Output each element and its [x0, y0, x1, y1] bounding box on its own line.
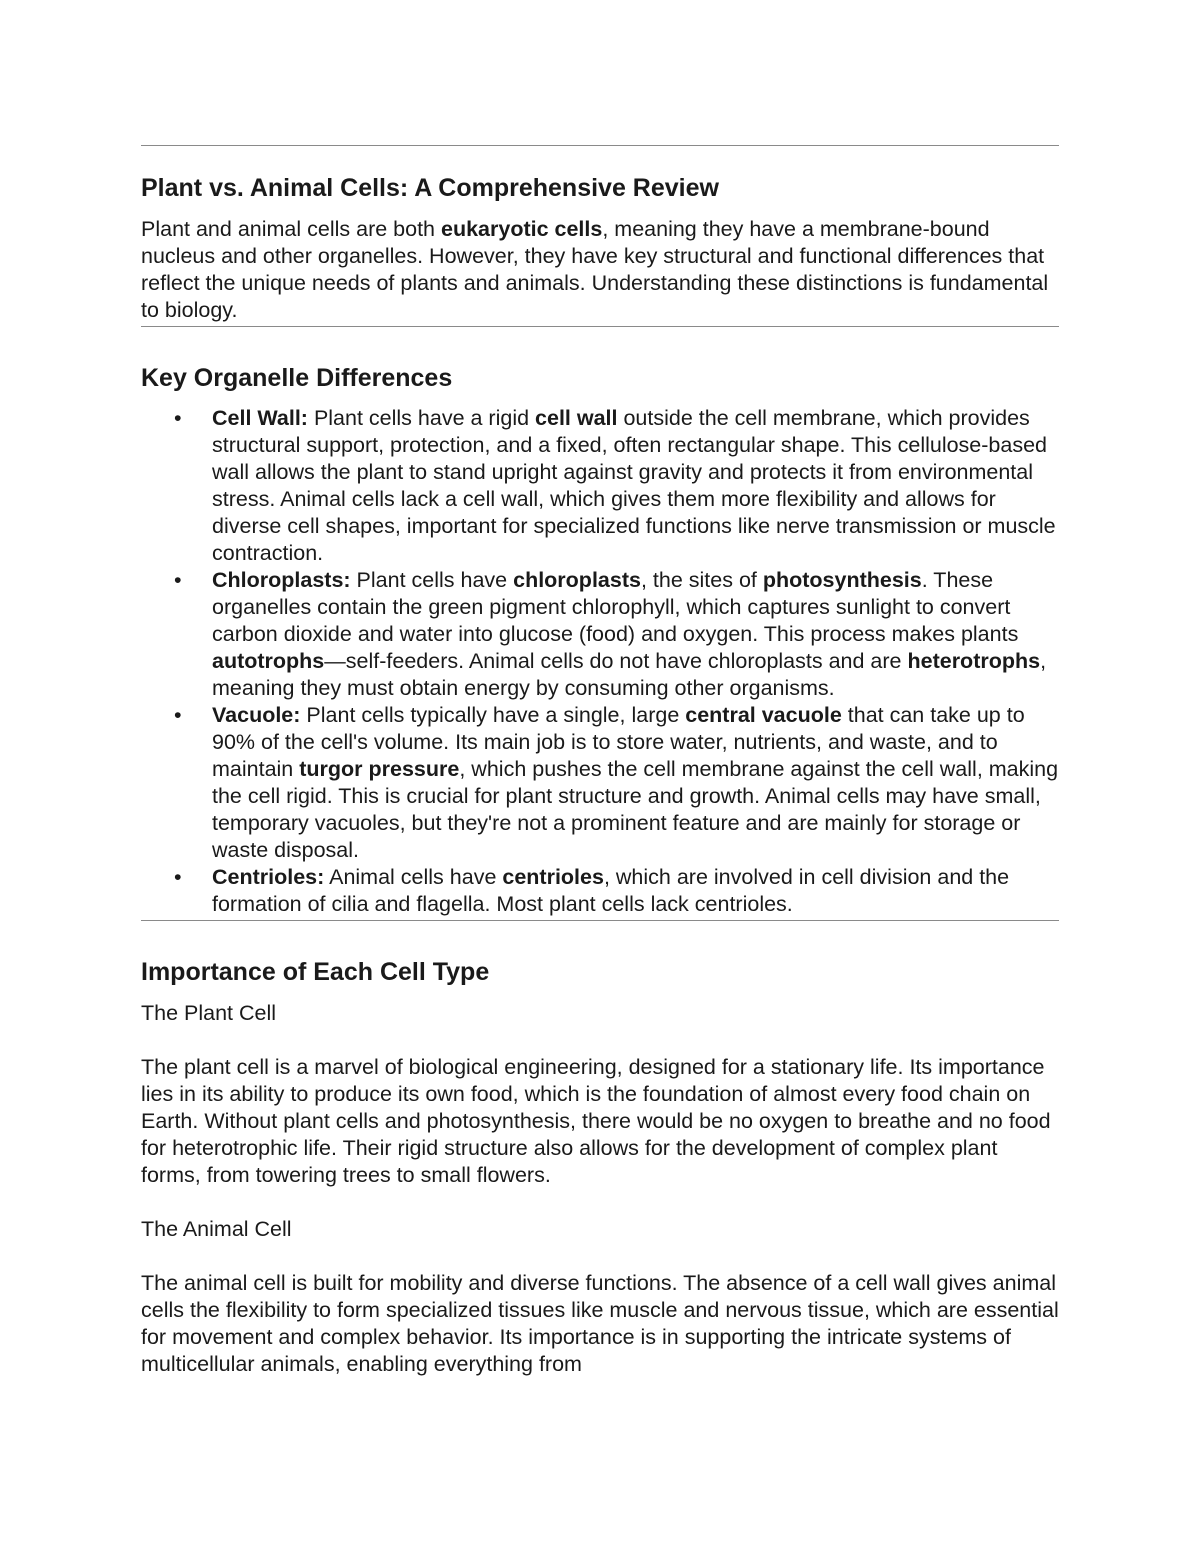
- subheading-plant-cell: The Plant Cell: [141, 1001, 277, 1025]
- label-vacuole: Vacuole:: [212, 703, 301, 727]
- subheading-animal-cell: The Animal Cell: [141, 1217, 292, 1241]
- section-divider-1: [141, 326, 1059, 327]
- list-item-cell-wall: • Cell Wall: Plant cells have a rigid cell wall outside the cell membrane, which provides structural support, protection, and a fixed, often rectangular shape. This cellulose-based wall allows the plant to stand upright against gravity and protects it from environmental stress. Animal cells lack a cell wall, which gives them more flexibility and allows for diverse cell shapes, important for specialized functions like nerve transmission or muscle contraction.: [174, 406, 1056, 565]
- label-centrioles: Centrioles:: [212, 865, 325, 889]
- bullet-icon: •: [174, 703, 182, 727]
- label-chloroplasts: Chloroplasts:: [212, 568, 351, 592]
- paragraph-animal-cell: The animal cell is built for mobility and diverse functions. The absence of a cell wall gives animal cells the flexibility to form specialized tissues like muscle and nervous tissue, which are essential for movement and complex behavior. Its importance is in supporting the intricate systems of multicellular animals, enabling everything from: [141, 1271, 1059, 1376]
- document-title: Plant vs. Animal Cells: A Comprehensive Review: [141, 174, 719, 202]
- top-divider: [141, 145, 1059, 146]
- label-cell-wall: Cell Wall:: [212, 406, 308, 430]
- differences-list: [141, 405, 1059, 918]
- bullet-icon: •: [174, 865, 182, 889]
- bullet-icon: •: [174, 568, 182, 592]
- document-page: [141, 145, 1059, 1378]
- section-divider-2: [141, 920, 1059, 921]
- list-item-vacuole: • Vacuole: Plant cells typically have a single, large central vacuole that can take up to 90% of the cell's volume. Its main job is to store water, nutrients, and waste, and to maintain turgor pressure, which pushes the cell membrane against the cell wall, making the cell rigid. This is crucial for plant structure and growth. Animal cells may have small, temporary vacuoles, but they're not a prominent feature and are mainly for storage or waste disposal.: [174, 703, 1059, 862]
- term-eukaryotic-cells: eukaryotic cells: [440, 217, 603, 241]
- list-item-chloroplasts: • Chloroplasts: Plant cells have chloroplasts, the sites of photosynthesis. These organelles contain the green pigment chlorophyll, which captures sunlight to convert carbon dioxide and water into glucose (food) and oxygen. This process makes plants autotrophs—self-feeders. Animal cells do not have chloroplasts and are heterotrophs, meaning they must obtain energy by consuming other organisms.: [174, 568, 1047, 700]
- bullet-icon: •: [174, 406, 182, 430]
- section-title-importance: Importance of Each Cell Type: [141, 958, 490, 986]
- intro-paragraph: Plant and animal cells are both eukaryotic cells, meaning they have a membrane-bound nucleus and other organelles. However, they have key structural and functional differences that reflect the unique needs of plants and animals. Understanding these distinctions is fundamental to biology.: [141, 217, 1049, 322]
- list-item-centrioles: • Centrioles: Animal cells have centrioles, which are involved in cell division and the formation of cilia and flagella. Most plant cells lack centrioles.: [174, 865, 1010, 916]
- paragraph-plant-cell: The plant cell is a marvel of biological engineering, designed for a stationary life. Its importance lies in its ability to produce its own food, which is the foundation of almost every food chain on Earth. Without plant cells and photosynthesis, there would be no oxygen to breathe and no food for heterotrophic life. Their rigid structure also allows for the development of complex plant forms, from towering trees to small flowers.: [141, 1055, 1051, 1187]
- section-title-differences: Key Organelle Differences: [141, 364, 453, 392]
